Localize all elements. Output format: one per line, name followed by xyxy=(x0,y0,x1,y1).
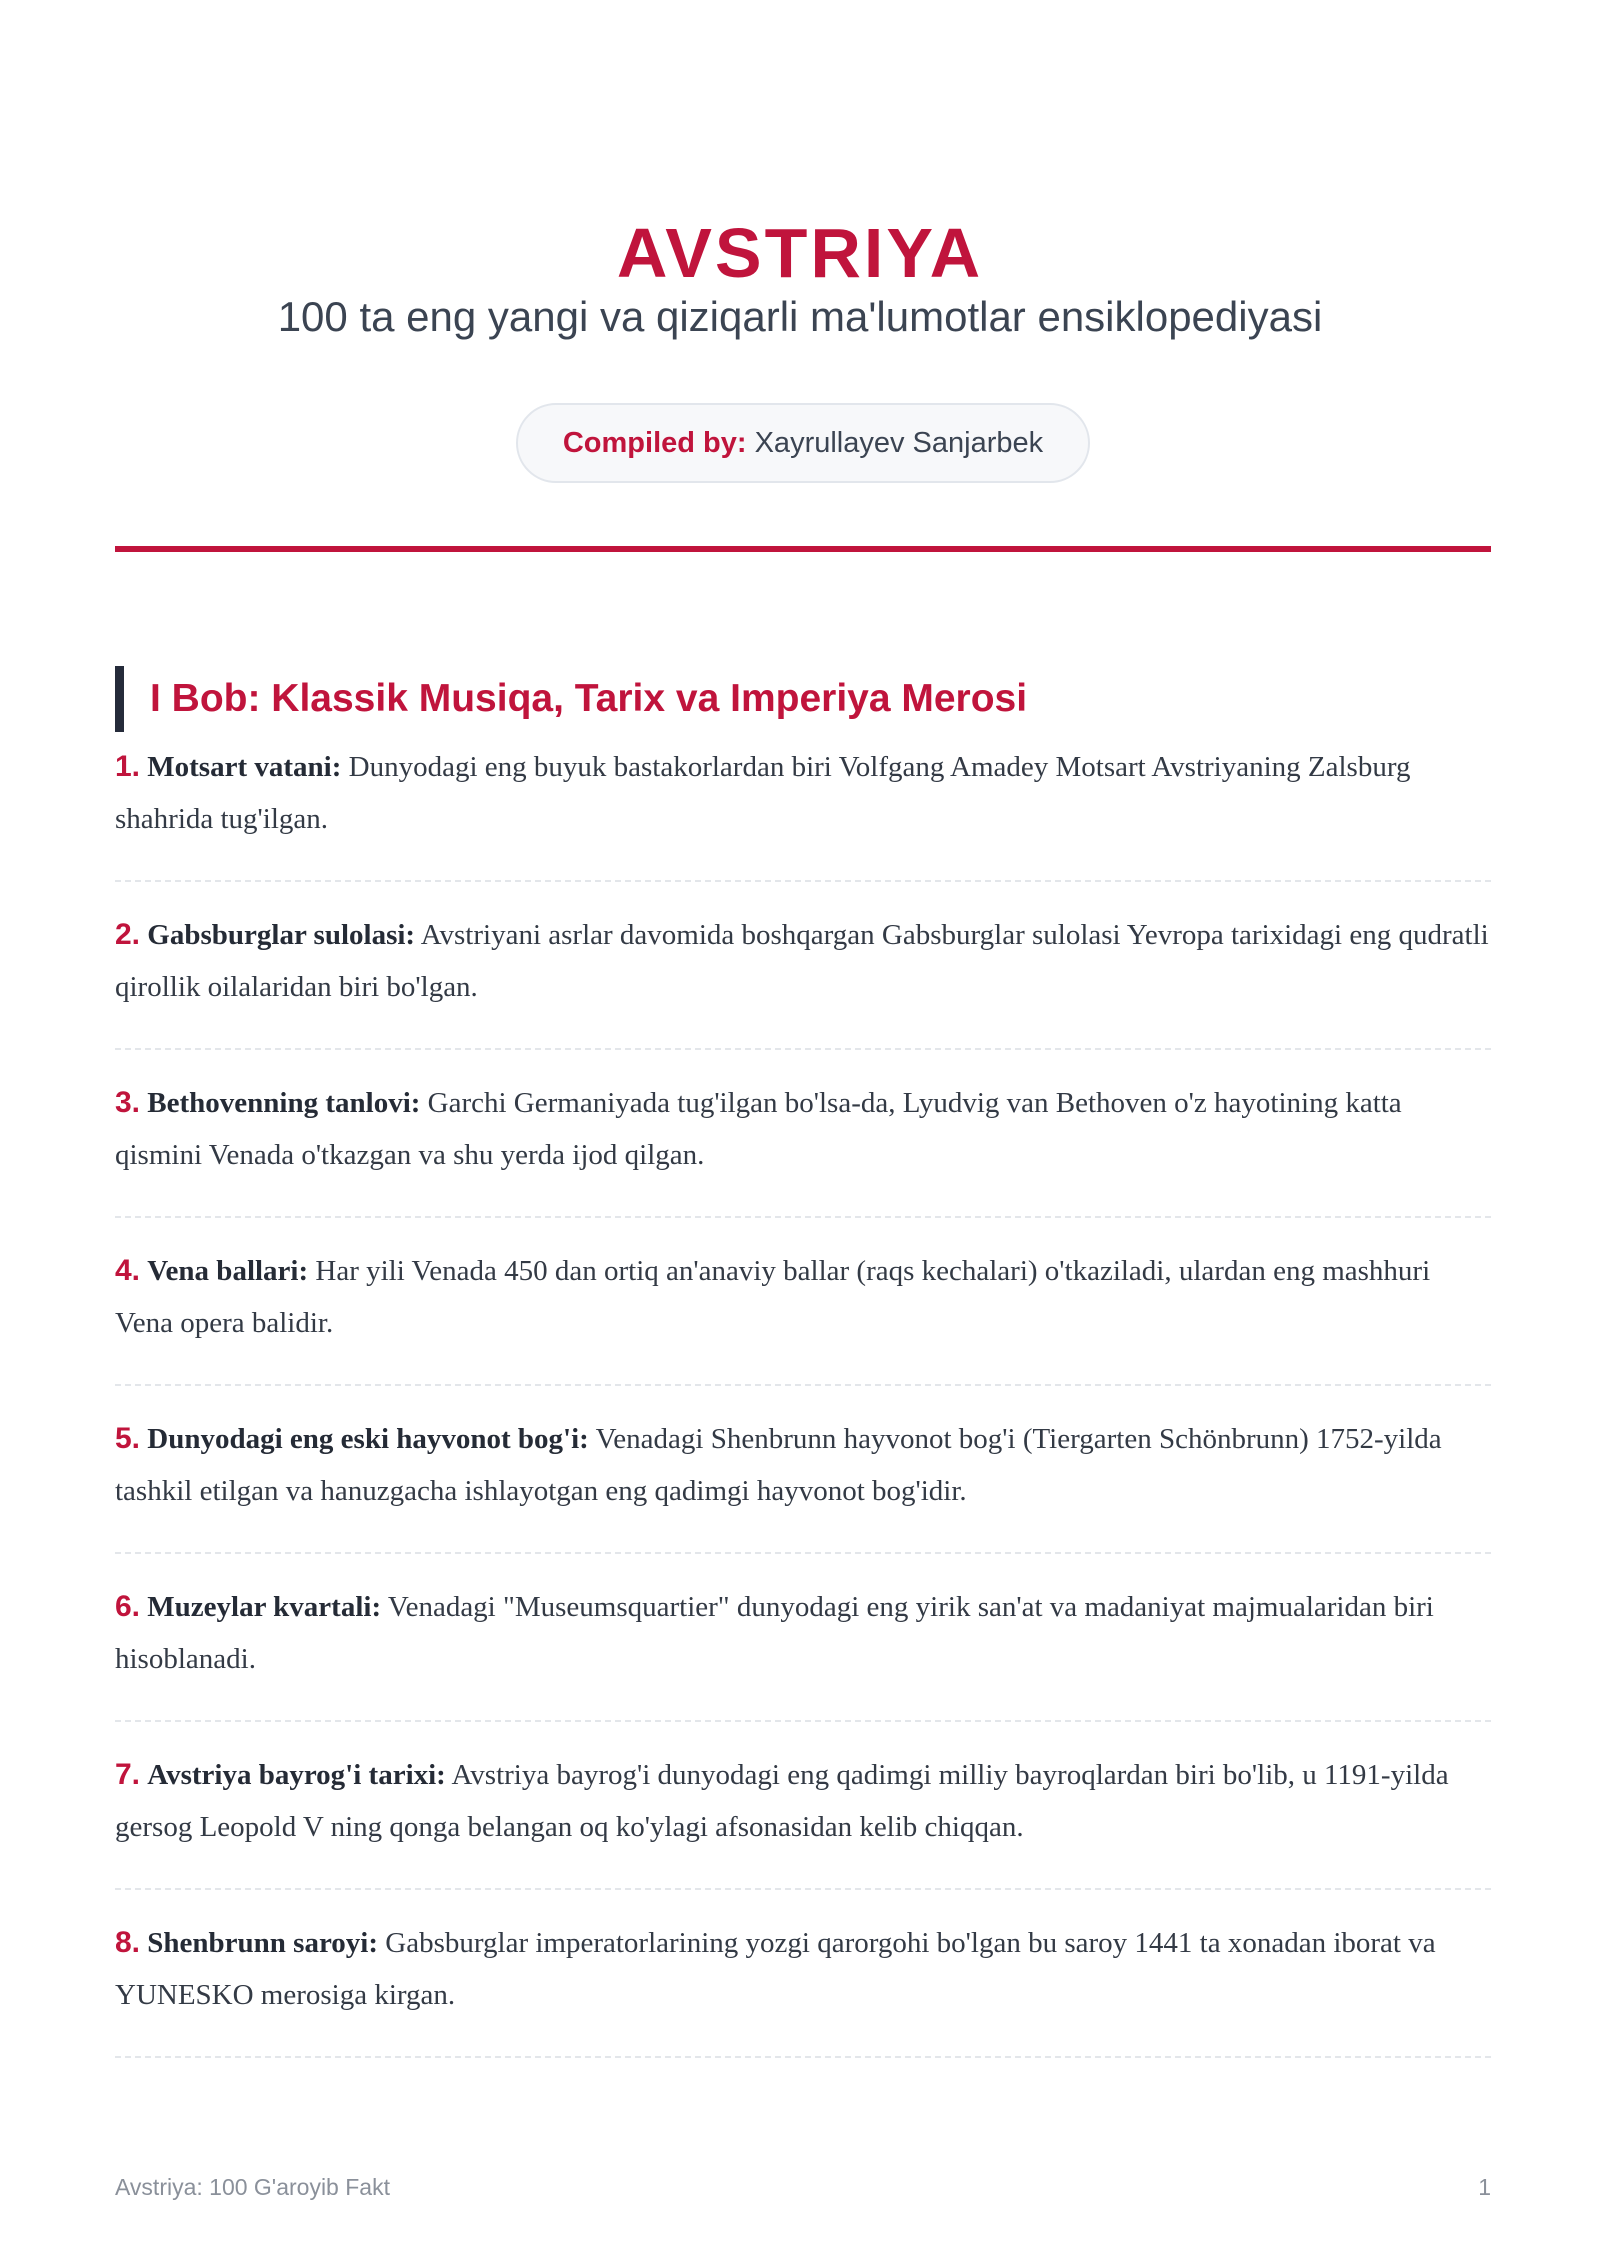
fact-number: 5. xyxy=(115,1422,141,1455)
page-number: 1 xyxy=(1478,2174,1491,2200)
fact-term: Vena ballari: xyxy=(147,1255,309,1287)
fact-text: Venadagi Shenbrunn hayvonot bog'i (Tiergarten Schönbrunn) 1752-yilda tashkil etilgan va hanuzgacha ishlayotgan eng qadimgi hayvonot bog'idir. xyxy=(115,1423,1442,1507)
fact-text: Har yili Venada 450 dan ortiq an'anaviy ballar (raqs kechalari) o'tkaziladi, ulardan eng mashhuri Vena opera balidir. xyxy=(115,1255,1431,1339)
fact-number: 1. xyxy=(115,750,141,783)
fact-list xyxy=(115,741,1491,2085)
fact-number: 8. xyxy=(115,1926,141,1959)
fact-item xyxy=(115,909,1491,1050)
fact-text: Garchi Germaniyada tug'ilgan bo'lsa-da, Lyudvig van Bethoven o'z hayotining katta qismini Venada o'tkazgan va shu yerda ijod qilgan. xyxy=(115,1087,1402,1171)
fact-term: Gabsburglar sulolasi: xyxy=(147,919,416,951)
compiled-by-label: Compiled by: xyxy=(562,427,747,459)
fact-item xyxy=(115,1581,1491,1722)
footer-title: Avstriya: 100 G'aroyib Fakt xyxy=(115,2174,390,2200)
compiled-by-name: Xayrullayev Sanjarbek xyxy=(754,427,1044,459)
fact-term: Avstriya bayrog'i tarixi: xyxy=(147,1759,446,1791)
fact-text: Avstriyani asrlar davomida boshqargan Gabsburglar sulolasi Yevropa tarixidagi eng qudratli qirollik oilalaridan biri bo'lgan. xyxy=(115,919,1489,1003)
fact-term: Motsart vatani: xyxy=(147,751,342,783)
compiled-by-badge xyxy=(516,403,1090,483)
document-title: AVSTRIYA xyxy=(616,213,984,292)
fact-term: Muzeylar kvartali: xyxy=(147,1591,382,1623)
fact-number: 4. xyxy=(115,1254,141,1287)
fact-number: 3. xyxy=(115,1086,141,1119)
fact-term: Shenbrunn saroyi: xyxy=(147,1927,379,1959)
fact-text: Gabsburglar imperatorlarining yozgi qarorgohi bo'lgan bu saroy 1441 ta xonadan iborat va YUNESKO merosiga kirgan. xyxy=(115,1927,1436,2011)
fact-term: Dunyodagi eng eski hayvonot bog'i: xyxy=(147,1423,589,1455)
fact-item xyxy=(115,741,1491,882)
fact-item xyxy=(115,1413,1491,1554)
document-subtitle: 100 ta eng yangi va qiziqarli ma'lumotlar ensiklopediyasi xyxy=(277,293,1323,340)
fact-item xyxy=(115,1245,1491,1386)
fact-number: 2. xyxy=(115,918,141,951)
fact-item xyxy=(115,1917,1491,2058)
fact-item xyxy=(115,1077,1491,1218)
fact-item xyxy=(115,1749,1491,1890)
fact-number: 7. xyxy=(115,1758,141,1791)
fact-text: Avstriya bayrog'i dunyodagi eng qadimgi milliy bayroqlardan biri bo'lib, u 1191-yilda gersog Leopold V ning qonga belangan oq ko'ylagi afsonasidan kelib chiqqan. xyxy=(115,1759,1449,1843)
fact-term: Bethovenning tanlovi: xyxy=(147,1087,421,1119)
chapter-heading: I Bob: Klassik Musiqa, Tarix va Imperiya Merosi xyxy=(115,666,1027,732)
title-divider xyxy=(115,546,1491,552)
fact-text: Dunyodagi eng buyuk bastakorlardan biri Volfgang Amadey Motsart Avstriyaning Zalsburg shahrida tug'ilgan. xyxy=(115,751,1411,835)
fact-text: Venadagi "Museumsquartier" dunyodagi eng yirik san'at va madaniyat majmualaridan biri hisoblanadi. xyxy=(115,1591,1434,1675)
fact-number: 6. xyxy=(115,1590,141,1623)
